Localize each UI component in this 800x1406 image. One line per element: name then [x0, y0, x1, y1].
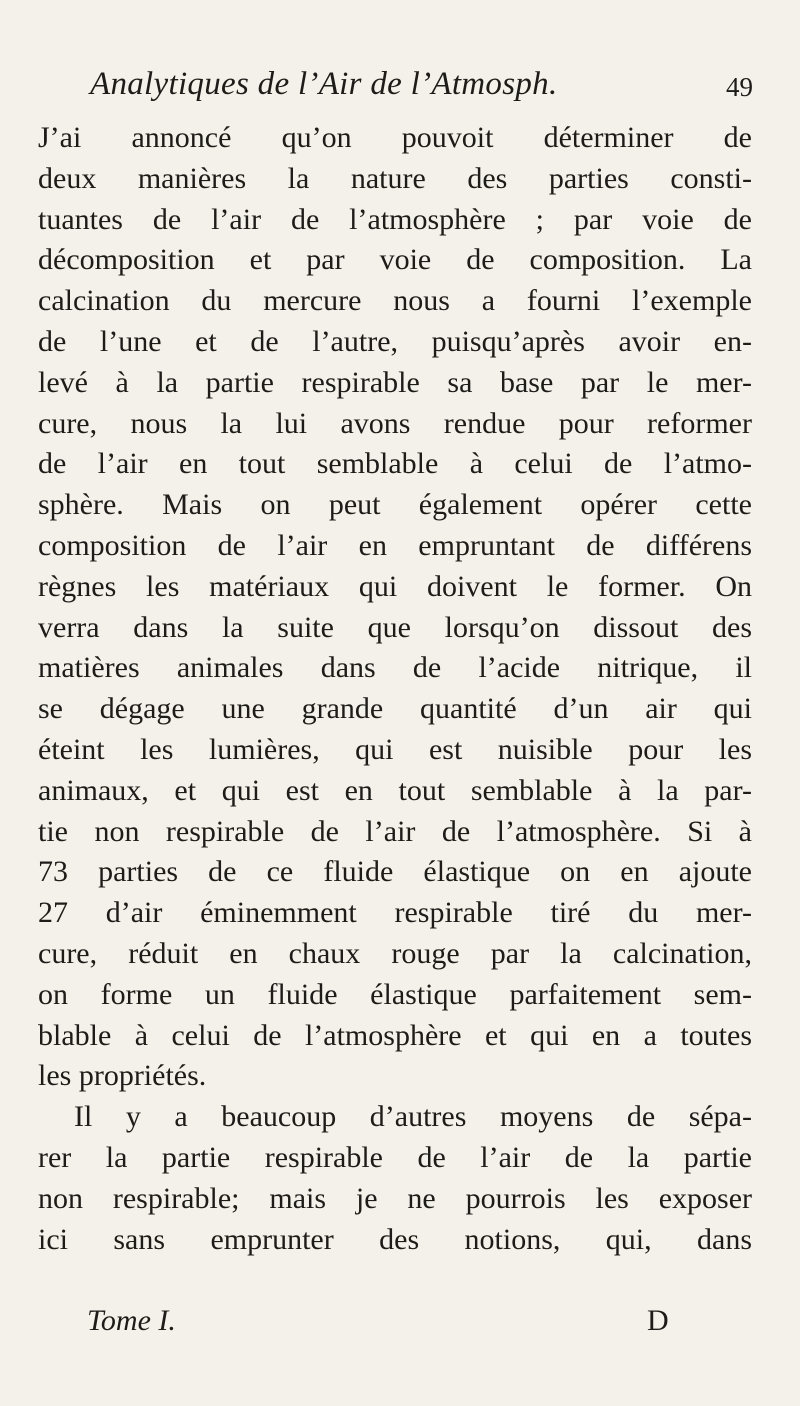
volume-signature: Tome I.: [87, 1304, 176, 1337]
text-line: décomposition et par voie de composition. La: [38, 243, 752, 277]
text-line: éteint les lumières, qui est nuisible pour les: [38, 732, 752, 766]
text-line: de l’air en tout semblable à celui de l’atmo-: [38, 447, 752, 481]
text-line: cure, nous la lui avons rendue pour reformer: [38, 406, 752, 440]
text-line: ici sans emprunter des notions, qui, dans: [38, 1222, 752, 1256]
page-number: 49: [726, 72, 753, 102]
text-line: sphère. Mais on peut également opérer cette: [38, 488, 752, 522]
text-line: Il y a beaucoup d’autres moyens de sépa-: [74, 1100, 752, 1134]
signature-mark: D: [647, 1304, 669, 1337]
text-line: de l’une et de l’autre, puisqu’après avoir en-: [38, 324, 752, 358]
text-line: se dégage une grande quantité d’un air qui: [38, 692, 752, 726]
text-line: 27 d’air éminemment respirable tiré du mer-: [38, 896, 752, 930]
text-line: les propriétés.: [38, 1059, 207, 1093]
text-line: rer la partie respirable de l’air de la partie: [38, 1140, 752, 1174]
text-line: cure, réduit en chaux rouge par la calcination,: [38, 936, 752, 970]
text-line: blable à celui de l’atmosphère et qui en a toutes: [38, 1018, 752, 1052]
text-line: calcination du mercure nous a fourni l’exemple: [38, 284, 752, 318]
paragraph-1: [38, 118, 752, 1097]
running-title: Analytiques de l’Air de l’Atmosph.: [90, 66, 558, 102]
text-line: tie non respirable de l’air de l’atmosphère. Si à: [38, 814, 752, 848]
text-line: verra dans la suite que lorsqu’on dissout des: [38, 610, 752, 644]
text-line: 73 parties de ce fluide élastique on en ajoute: [38, 855, 752, 889]
text-line: composition de l’air en empruntant de différens: [38, 528, 752, 562]
text-line: on forme un fluide élastique parfaitement sem-: [38, 977, 752, 1011]
page-footer: [0, 1304, 800, 1346]
text-line: animaux, et qui est en tout semblable à la par-: [38, 773, 752, 807]
page-header: [0, 66, 800, 110]
text-line: deux manières la nature des parties consti-: [38, 161, 752, 195]
text-line: J’ai annoncé qu’on pouvoit déterminer de: [38, 121, 752, 154]
text-line: matières animales dans de l’acide nitrique, il: [38, 651, 752, 685]
body-text: [38, 118, 752, 1260]
paragraph-2: [38, 1097, 752, 1260]
text-line: levé à la partie respirable sa base par le mer-: [38, 365, 752, 399]
text-line: non respirable; mais je ne pourrois les exposer: [38, 1181, 752, 1215]
text-line: règnes les matériaux qui doivent le former. On: [38, 569, 752, 603]
text-line: tuantes de l’air de l’atmosphère ; par voie de: [38, 202, 752, 236]
